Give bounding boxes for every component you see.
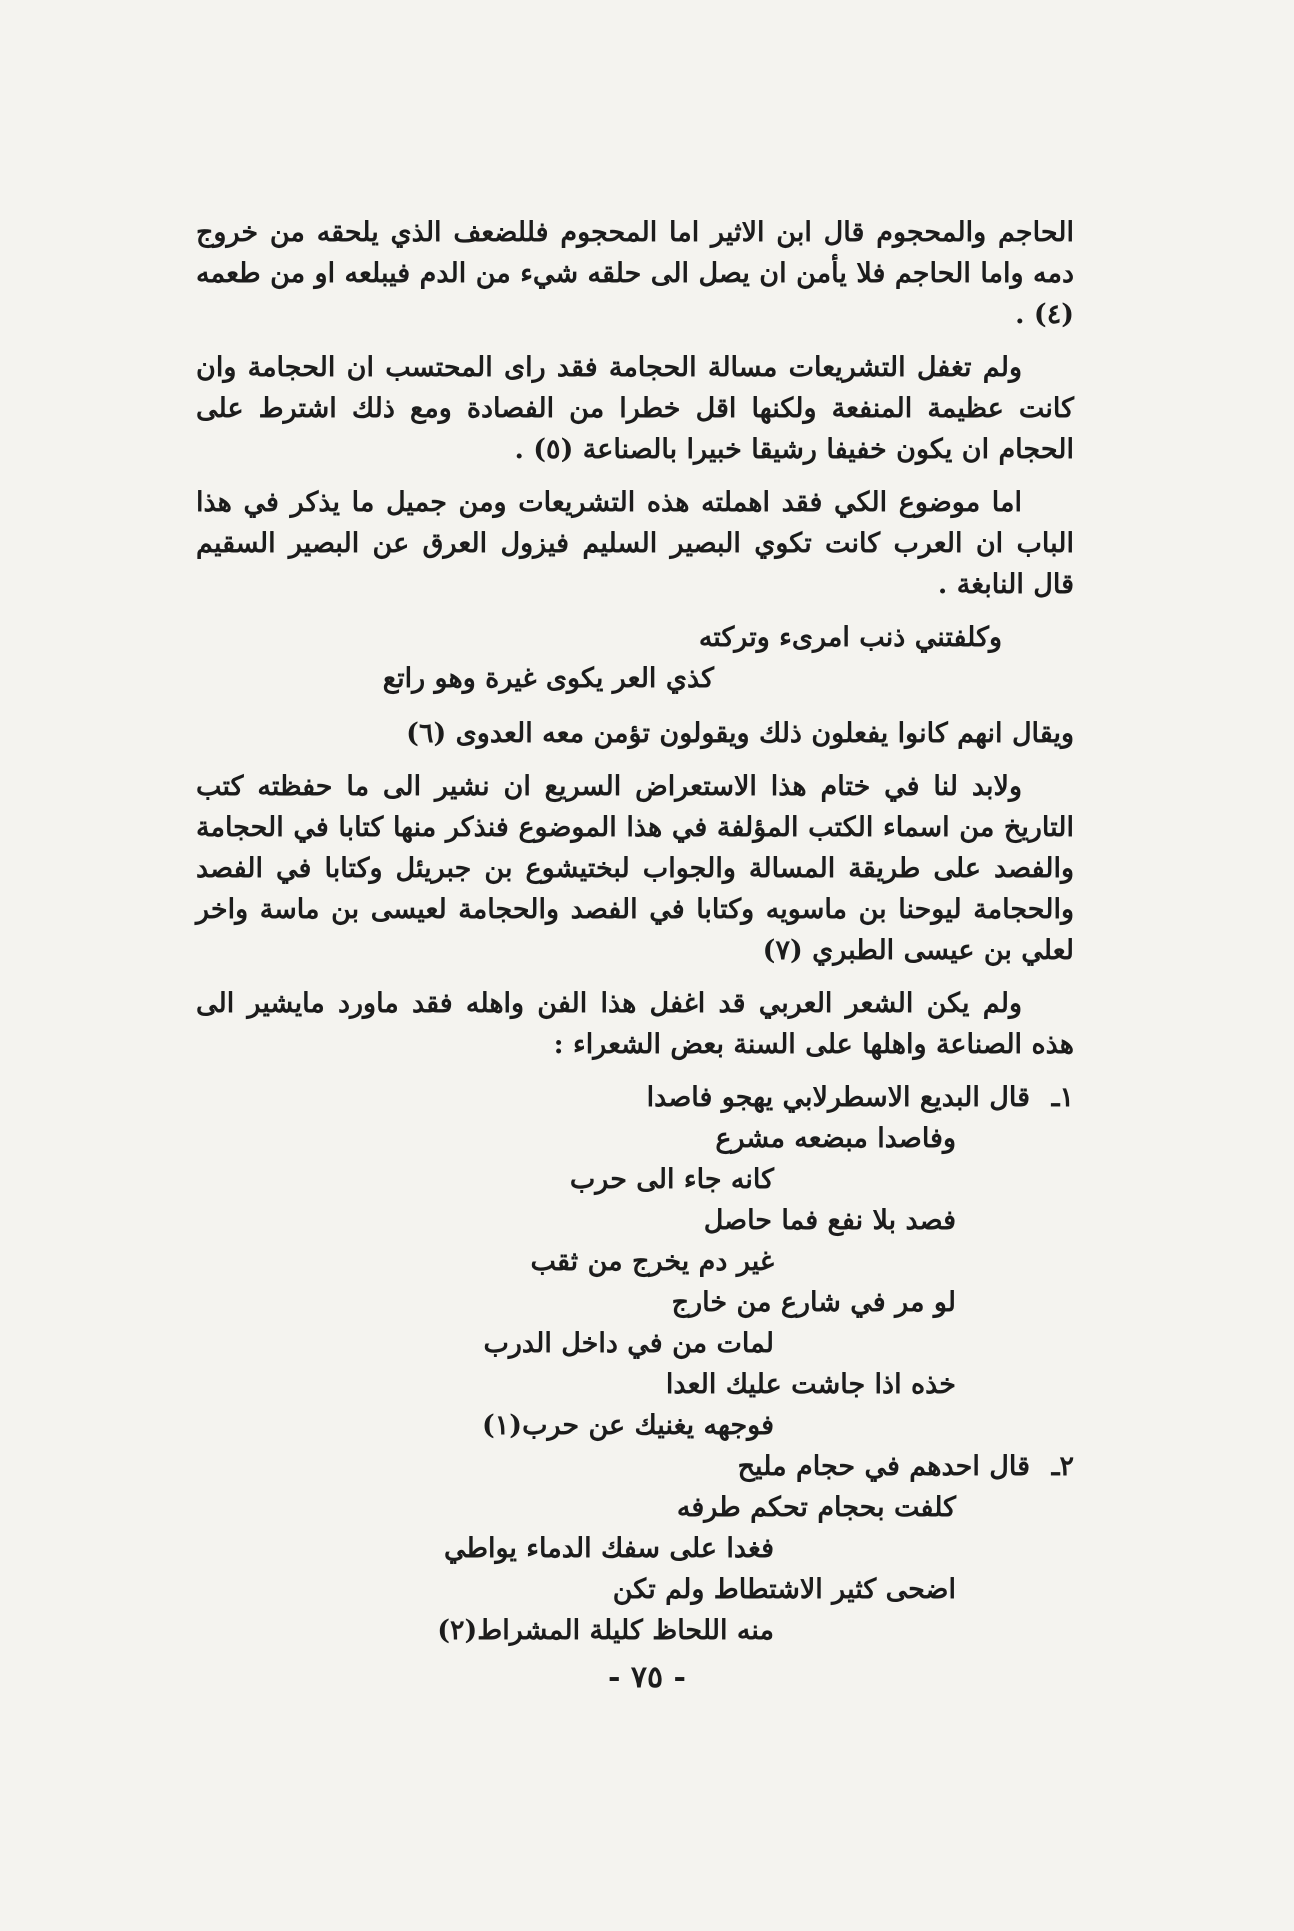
list-item <box>196 1077 1074 1118</box>
poem-verse: لمات من في داخل الدرب <box>483 1328 774 1359</box>
page-number: - ٧٥ - <box>607 1660 687 1695</box>
list-number: ١ـ <box>1051 1082 1074 1113</box>
paragraph: اما موضوع الكي فقد اهملته هذه التشريعات ومن جميل ما يذكر في هذا الباب ان العرب كانت تكوي البصير السليم فيزول العرق عن البصير السقيم قال النابغة . <box>196 487 1074 600</box>
paragraph: الحاجم والمحجوم قال ابن الاثير اما المحجوم فللضعف الذي يلحقه من خروج دمه واما الحاجم فلا يأمن ان يصل الى حلقه شيء من الدم فيبلعه او من طعمه (٤) . <box>196 217 1074 330</box>
poem-verse: كذي العر يكوى غيرة وهو راتع <box>382 663 714 694</box>
body-text <box>196 212 1074 1651</box>
poem-verse: وكلفتني ذنب امرىء وتركته <box>698 622 1002 653</box>
list-item <box>196 1446 1074 1487</box>
paragraph: ولم تغفل التشريعات مسالة الحجامة فقد راى المحتسب ان الحجامة وان كانت عظيمة المنفعة ولكنها اقل خطرا من الفصادة ومع ذلك اشترط على الحجام ان يكون خفيفا رشيقا خبيرا بالصناعة (٥) . <box>196 352 1074 465</box>
poem-verse: كانه جاء الى حرب <box>569 1164 774 1195</box>
poem-verse: فغدا على سفك الدماء يواطي <box>443 1533 774 1564</box>
poem-verse: فصد بلا نفع فما حاصل <box>703 1205 956 1236</box>
paragraph: ولم يكن الشعر العربي قد اغفل هذا الفن واهله فقد ماورد مايشير الى هذه الصناعة واهلها على السنة بعض الشعراء : <box>196 988 1074 1060</box>
poem-verse: خذه اذا جاشت عليك العدا <box>665 1369 956 1400</box>
poem-verse: غير دم يخرج من ثقب <box>530 1246 774 1277</box>
list-intro: قال احدهم في حجام مليح <box>737 1451 1030 1482</box>
list-number: ٢ـ <box>1051 1451 1074 1482</box>
poem-verse: كلفت بحجام تحكم طرفه <box>676 1492 956 1523</box>
paragraph: ولابد لنا في ختام هذا الاستعراض السريع ان نشير الى ما حفظته كتب التاريخ من اسماء الكتب المؤلفة في هذا الموضوع فنذكر منها كتابا في الحجامة والفصد على طريقة المسالة والجواب لبختيشوع بن جبريئل وكتابا في الفصد والحجامة ليوحنا بن ماسويه وكتابا في الفصد والحجامة لعيسى بن ماسة واخر لعلي بن عيسى الطبري (٧) <box>196 771 1074 966</box>
list-intro: قال البديع الاسطرلابي يهجو فاصدا <box>646 1082 1030 1113</box>
paragraph: ويقال انهم كانوا يفعلون ذلك ويقولون تؤمن معه العدوى (٦) <box>406 718 1074 749</box>
poem-verse: فوجهه يغنيك عن حرب(١) <box>482 1410 774 1441</box>
poem-verse: وفاصدا مبضعه مشرع <box>715 1123 956 1154</box>
poem-verse: منه اللحاظ كليلة المشراط(٢) <box>437 1615 774 1646</box>
poem-verse: اضحى كثير الاشتطاط ولم تكن <box>612 1574 956 1605</box>
poem-verse: لو مر في شارع من خارج <box>671 1287 956 1318</box>
